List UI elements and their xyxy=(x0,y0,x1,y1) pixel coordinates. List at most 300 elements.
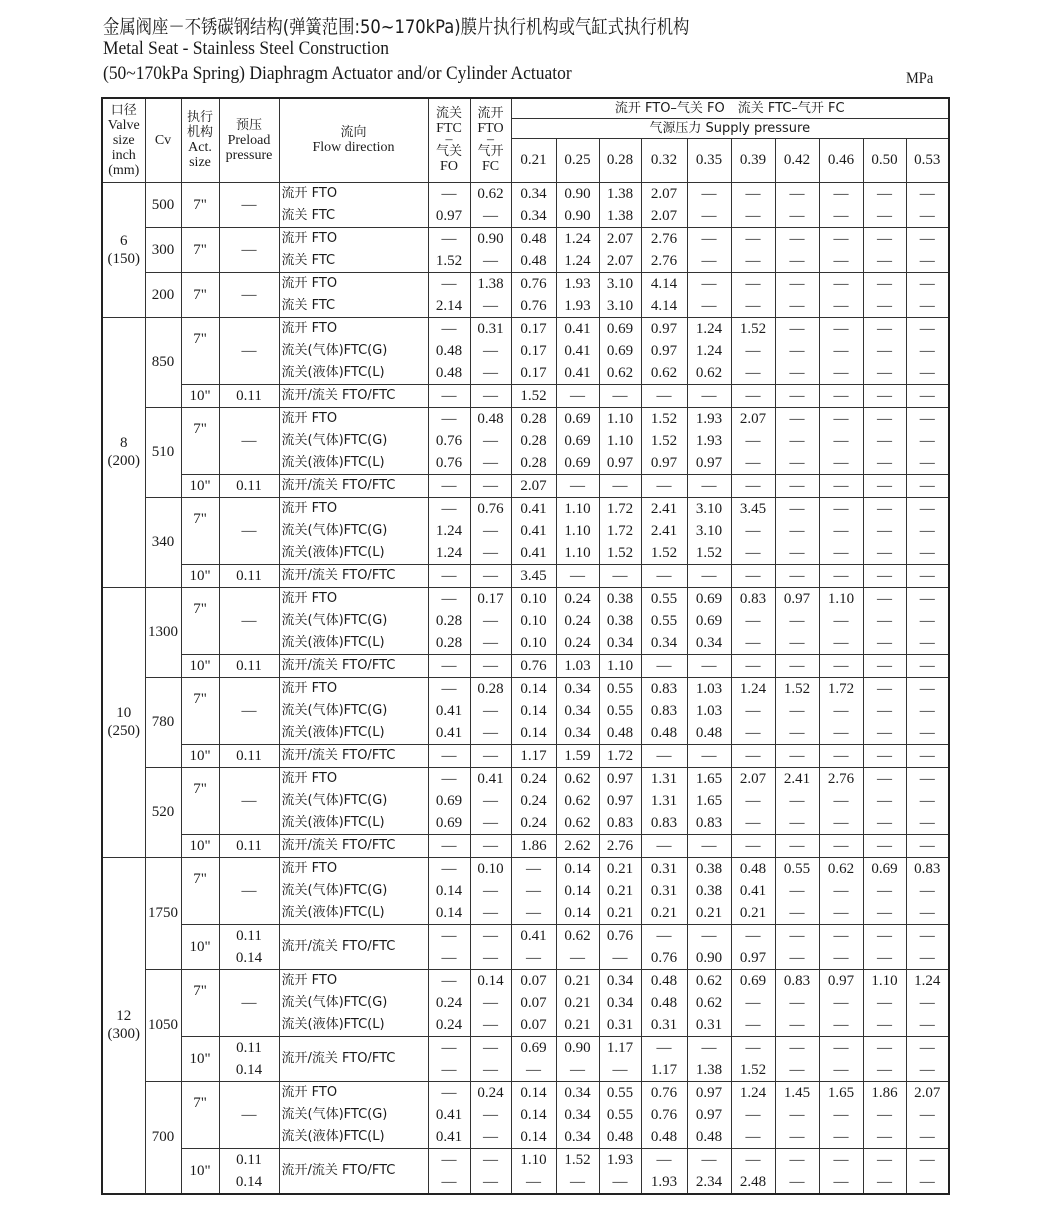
pressure-value-cell-line: 0.34 xyxy=(606,972,634,989)
ftc-fo-cell-line: 0.24 xyxy=(435,994,463,1011)
flow-direction-cell-line: 流关(气体)FTC(G) xyxy=(281,994,388,1010)
pressure-value-cell-line: — xyxy=(833,634,849,651)
pressure-value-cell-line: — xyxy=(877,364,892,381)
pressure-value-cell-line: 3.45 xyxy=(739,500,767,517)
pressure-value-cell-line: 1.72 xyxy=(827,680,855,697)
pressure-value-cell xyxy=(511,587,556,654)
pressure-value-cell xyxy=(556,497,599,564)
pressure-value-cell-line: — xyxy=(789,927,805,944)
pressure-value-cell-line: 2.07 xyxy=(739,410,767,427)
pressure-value-cell-line: — xyxy=(919,904,935,921)
flow-direction-cell-line: 流开/流关 FTO/FTC xyxy=(281,387,396,403)
pressure-value-cell xyxy=(906,924,949,969)
header-pressure-0.53: 0.53 xyxy=(906,138,949,182)
flow-direction-cell-line: 流开 FTO xyxy=(281,185,338,201)
pressure-value-cell-line: 0.31 xyxy=(650,860,678,877)
pressure-value-cell-line: — xyxy=(833,207,849,224)
cv-cell: 1750 xyxy=(145,857,181,969)
ftc-fo-cell-line: — xyxy=(441,927,457,944)
pressure-value-cell xyxy=(731,1148,775,1194)
pressure-value-cell xyxy=(599,924,641,969)
pressure-value-cell-line: — xyxy=(877,747,892,764)
act-size-cell: 10" xyxy=(181,744,219,767)
pressure-value-cell-line: — xyxy=(789,454,805,471)
pressure-value-cell xyxy=(687,497,731,564)
valve-size-cell xyxy=(102,587,145,857)
pressure-value-cell-line: 1.38 xyxy=(695,1061,723,1078)
ftc-fo-cell-line: — xyxy=(441,230,457,247)
pressure-value-cell-line: — xyxy=(789,567,805,584)
pressure-value-cell-line: — xyxy=(919,387,935,404)
table-row xyxy=(102,1148,949,1194)
pressure-value-cell xyxy=(819,182,863,227)
ftc-fo-cell xyxy=(428,564,470,587)
pressure-value-cell-line: 1.24 xyxy=(739,1084,767,1101)
pressure-value-cell-line: 1.52 xyxy=(650,544,678,561)
cv-cell: 850 xyxy=(145,317,181,407)
fto-fc-cell-line: 0.41 xyxy=(477,770,504,787)
pressure-value-cell xyxy=(641,227,687,272)
pressure-value-cell-line: — xyxy=(656,477,672,494)
pressure-value-cell-line: — xyxy=(745,1039,761,1056)
flow-direction-cell-line: 流关(气体)FTC(G) xyxy=(281,792,388,808)
pressure-value-cell-line: — xyxy=(919,1039,935,1056)
pressure-value-cell-line: — xyxy=(789,1039,805,1056)
pressure-value-cell-line: — xyxy=(656,567,672,584)
ftc-fo-cell xyxy=(428,857,470,924)
fto-fc-cell-line: 0.76 xyxy=(477,500,504,517)
pressure-value-cell-line: 0.21 xyxy=(606,904,634,921)
pressure-value-cell-line: 0.34 xyxy=(564,724,591,741)
act-size-cell: 10" xyxy=(181,834,219,857)
pressure-value-cell-line: 0.48 xyxy=(650,994,678,1011)
pressure-value-cell-line: — xyxy=(745,724,761,741)
pressure-value-cell-line: — xyxy=(877,1061,892,1078)
preload-cell xyxy=(219,1148,279,1194)
flow-direction-cell xyxy=(279,767,428,834)
pressure-value-cell-line: — xyxy=(656,837,672,854)
pressure-value-cell-line: 0.69 xyxy=(871,860,898,877)
pressure-value-cell-line: — xyxy=(789,1106,805,1123)
ftc-fo-cell xyxy=(428,384,470,407)
pressure-value-cell-line: 2.41 xyxy=(650,522,678,539)
pressure-value-cell-line: 0.41 xyxy=(520,544,547,561)
pressure-value-cell xyxy=(906,317,949,384)
pressure-value-cell-line: 0.21 xyxy=(564,1016,591,1033)
pressure-value-cell-line: — xyxy=(789,432,805,449)
pressure-value-cell xyxy=(819,1081,863,1148)
pressure-value-cell-line: — xyxy=(877,410,892,427)
pressure-value-cell xyxy=(687,924,731,969)
pressure-value-cell-line: — xyxy=(919,1173,935,1190)
pressure-value-cell xyxy=(641,587,687,654)
table-row xyxy=(102,317,949,384)
pressure-value-cell xyxy=(906,677,949,744)
pressure-value-cell xyxy=(819,1036,863,1081)
pressure-value-cell-line: — xyxy=(745,454,761,471)
flow-direction-cell-line: 流关(气体)FTC(G) xyxy=(281,702,388,718)
pressure-value-cell-line: 0.41 xyxy=(520,500,547,517)
pressure-value-cell xyxy=(775,317,819,384)
fto-fc-cell-line: — xyxy=(483,252,498,269)
pressure-value-cell xyxy=(863,474,906,497)
fto-fc-cell xyxy=(470,1036,511,1081)
pressure-value-cell-line: — xyxy=(919,680,935,697)
pressure-value-cell xyxy=(906,564,949,587)
pressure-value-cell xyxy=(511,834,556,857)
pressure-value-cell-line: — xyxy=(789,410,805,427)
pressure-value-cell-line: — xyxy=(919,612,935,629)
pressure-value-cell-line: — xyxy=(789,342,805,359)
flow-direction-cell xyxy=(279,969,428,1036)
pressure-value-cell-line: — xyxy=(833,1173,849,1190)
pressure-value-cell xyxy=(556,227,599,272)
pressure-value-cell-line: 0.24 xyxy=(520,792,547,809)
pressure-value-cell-line: 0.76 xyxy=(650,1106,678,1123)
pressure-value-cell-line: — xyxy=(656,927,672,944)
flow-direction-cell-line: 流关(液体)FTC(L) xyxy=(281,724,385,740)
fto-fc-cell-line: — xyxy=(483,882,498,899)
pressure-value-cell xyxy=(775,834,819,857)
pressure-value-cell xyxy=(863,384,906,407)
cv-cell: 1300 xyxy=(145,587,181,677)
pressure-value-cell xyxy=(599,857,641,924)
pressure-value-cell xyxy=(731,1081,775,1148)
valve-size-inch: 6 xyxy=(120,232,128,249)
supply-pressure-table xyxy=(101,97,950,1195)
pressure-value-cell xyxy=(687,1148,731,1194)
flow-direction-cell xyxy=(279,384,428,407)
pressure-value-cell xyxy=(863,654,906,677)
pressure-value-cell xyxy=(775,654,819,677)
fto-fc-cell-line: — xyxy=(483,747,498,764)
valve-size-mm: (150) xyxy=(107,250,140,267)
fto-fc-cell-line: 0.28 xyxy=(477,680,504,697)
pressure-value-cell-line: — xyxy=(833,927,849,944)
pressure-value-cell-line: — xyxy=(701,297,717,314)
preload-cell xyxy=(219,182,279,227)
pressure-value-cell-line: — xyxy=(833,1061,849,1078)
pressure-value-cell-line: 2.34 xyxy=(695,1173,723,1190)
ftc-fo-cell-line: — xyxy=(441,387,457,404)
pressure-value-cell-line: — xyxy=(526,882,541,899)
pressure-value-cell-line: 2.41 xyxy=(650,500,678,517)
pressure-value-cell xyxy=(731,1036,775,1081)
pressure-value-cell-line: 2.48 xyxy=(739,1173,767,1190)
valve-size-inch: 12 xyxy=(116,1008,132,1024)
preload-cell xyxy=(219,834,279,857)
pressure-value-cell-line: 1.17 xyxy=(520,747,547,764)
ftc-fo-cell-line: — xyxy=(441,1151,457,1168)
pressure-value-cell-line: 1.93 xyxy=(695,432,723,449)
pressure-value-cell-line: — xyxy=(833,1106,849,1123)
pressure-value-cell-line: — xyxy=(833,567,849,584)
flow-direction-cell-line: 流关(液体)FTC(L) xyxy=(281,1016,385,1032)
pressure-value-cell-line: — xyxy=(789,297,805,314)
pressure-value-cell-line: — xyxy=(877,207,892,224)
pressure-value-cell-line: 1.10 xyxy=(606,432,634,449)
pressure-value-cell xyxy=(906,497,949,564)
pressure-value-cell-line: — xyxy=(833,1039,849,1056)
ftc-fo-cell-line: — xyxy=(441,1039,457,1056)
pressure-value-cell-line: 0.28 xyxy=(520,432,547,449)
pressure-value-cell-line: — xyxy=(570,949,585,966)
pressure-value-cell xyxy=(556,744,599,767)
pressure-value-cell-line: — xyxy=(789,275,805,292)
pressure-value-cell-line: 0.97 xyxy=(783,590,811,607)
pressure-value-cell-line: 0.14 xyxy=(564,860,591,877)
pressure-value-cell-line: — xyxy=(877,252,892,269)
ftc-fo-cell-line: 0.69 xyxy=(435,814,463,831)
title-english-line2: (50~170kPa Spring) Diaphragm Actuator and/or Cylinder Actuator xyxy=(103,63,572,84)
table-row xyxy=(102,384,949,407)
pressure-value-cell-line: 0.48 xyxy=(520,230,547,247)
pressure-value-cell-line: — xyxy=(919,477,935,494)
preload-cell xyxy=(219,407,279,474)
pressure-value-cell xyxy=(906,1081,949,1148)
pressure-value-cell-line: 0.62 xyxy=(606,364,634,381)
pressure-value-cell xyxy=(819,1148,863,1194)
preload-cell xyxy=(219,474,279,497)
pressure-value-cell-line: 3.10 xyxy=(606,297,634,314)
pressure-value-cell-line: 0.62 xyxy=(564,792,591,809)
header-pressure-0.50: 0.50 xyxy=(863,138,906,182)
flow-direction-cell xyxy=(279,677,428,744)
pressure-value-cell-line: 1.17 xyxy=(650,1061,678,1078)
preload-cell-line: — xyxy=(241,286,257,303)
flow-direction-cell-line: 流关(液体)FTC(L) xyxy=(281,634,385,650)
pressure-value-cell xyxy=(731,317,775,384)
pressure-value-cell-line: 0.55 xyxy=(650,590,678,607)
preload-cell xyxy=(219,497,279,564)
pressure-value-cell-line: — xyxy=(833,949,849,966)
valve-size-cell xyxy=(102,317,145,587)
fto-fc-cell xyxy=(470,969,511,1036)
pressure-value-cell xyxy=(819,677,863,744)
cv-cell: 700 xyxy=(145,1081,181,1194)
pressure-value-cell-line: — xyxy=(789,1061,805,1078)
pressure-value-cell-line: 0.90 xyxy=(564,1039,591,1056)
ftc-fo-cell-line: 0.28 xyxy=(435,612,463,629)
pressure-value-cell-line: 1.52 xyxy=(650,410,678,427)
pressure-value-cell-line: — xyxy=(656,387,672,404)
pressure-value-cell-line: — xyxy=(745,185,761,202)
pressure-value-cell-line: — xyxy=(526,1173,541,1190)
pressure-value-cell-line: 1.24 xyxy=(564,230,591,247)
pressure-value-cell xyxy=(819,407,863,474)
pressure-value-cell xyxy=(599,744,641,767)
pressure-value-cell-line: — xyxy=(919,747,935,764)
pressure-value-cell-line: — xyxy=(877,1039,892,1056)
fto-fc-cell-line: 0.62 xyxy=(477,185,504,202)
pressure-value-cell-line: 0.97 xyxy=(650,454,678,471)
pressure-value-cell-line: 0.17 xyxy=(520,320,547,337)
pressure-value-cell xyxy=(641,182,687,227)
ftc-fo-cell-line: 1.24 xyxy=(435,544,463,561)
pressure-value-cell-line: — xyxy=(833,454,849,471)
act-size-cell: 10" xyxy=(181,384,219,407)
unit-label: MPa xyxy=(906,70,934,87)
pressure-value-cell-line: 1.24 xyxy=(695,320,723,337)
pressure-value-cell xyxy=(511,272,556,317)
pressure-value-cell-line: — xyxy=(919,320,935,337)
pressure-value-cell-line: — xyxy=(789,522,805,539)
pressure-value-cell xyxy=(775,564,819,587)
pressure-value-cell xyxy=(599,1036,641,1081)
header-pressure-0.25: 0.25 xyxy=(556,138,599,182)
header-pressure-0.28: 0.28 xyxy=(599,138,641,182)
pressure-value-cell-line: 0.21 xyxy=(739,904,767,921)
preload-cell xyxy=(219,654,279,677)
pressure-value-cell xyxy=(599,474,641,497)
pressure-value-cell-line: — xyxy=(919,567,935,584)
pressure-value-cell-line: — xyxy=(833,275,849,292)
pressure-value-cell xyxy=(731,924,775,969)
pressure-value-cell xyxy=(863,834,906,857)
pressure-value-cell-line: 0.69 xyxy=(520,1039,547,1056)
pressure-value-cell-line: 0.69 xyxy=(695,612,723,629)
pressure-value-cell xyxy=(687,587,731,654)
act-size-cell: 7" xyxy=(181,767,219,834)
preload-cell-line: 0.11 xyxy=(236,387,262,404)
pressure-value-cell-line: — xyxy=(877,320,892,337)
pressure-value-cell-line: — xyxy=(745,814,761,831)
pressure-value-cell xyxy=(819,227,863,272)
pressure-value-cell-line: — xyxy=(919,814,935,831)
ftc-fo-cell-line: — xyxy=(441,320,457,337)
pressure-value-cell-line: — xyxy=(745,634,761,651)
pressure-value-cell xyxy=(511,182,556,227)
valve-size-inch: 8 xyxy=(120,435,128,451)
flow-direction-cell-line: 流开/流关 FTO/FTC xyxy=(281,477,396,493)
flow-direction-cell-line: 流关 FTC xyxy=(281,252,336,268)
pressure-value-cell-line: — xyxy=(612,567,628,584)
pressure-value-cell-line: — xyxy=(745,297,761,314)
act-size-cell: 10" xyxy=(181,1148,219,1194)
header-pressure-0.39: 0.39 xyxy=(731,138,775,182)
pressure-value-cell xyxy=(556,857,599,924)
pressure-value-cell-line: 0.21 xyxy=(695,904,723,921)
pressure-value-cell-line: 0.69 xyxy=(564,410,591,427)
ftc-fo-cell-line: — xyxy=(441,770,457,787)
flow-direction-cell xyxy=(279,474,428,497)
pressure-value-cell-line: 1.93 xyxy=(606,1151,634,1168)
fto-fc-cell xyxy=(470,384,511,407)
pressure-value-cell-line: — xyxy=(877,1106,892,1123)
pressure-value-cell-line: — xyxy=(919,1016,935,1033)
pressure-value-cell xyxy=(556,1148,599,1194)
pressure-value-cell xyxy=(599,227,641,272)
pressure-value-cell-line: 1.65 xyxy=(827,1084,855,1101)
pressure-value-cell-line: 0.48 xyxy=(650,724,678,741)
pressure-value-cell-line: 1.52 xyxy=(606,544,634,561)
pressure-value-cell xyxy=(599,497,641,564)
pressure-value-cell xyxy=(731,182,775,227)
pressure-value-cell-line: 1.72 xyxy=(606,747,634,764)
fto-fc-cell xyxy=(470,1148,511,1194)
pressure-value-cell-line: 0.55 xyxy=(606,1106,634,1123)
pressure-value-cell-line: — xyxy=(919,1061,935,1078)
pressure-value-cell-line: — xyxy=(745,927,761,944)
pressure-value-cell xyxy=(641,1036,687,1081)
pressure-value-cell-line: — xyxy=(789,185,805,202)
flow-direction-cell-line: 流关(液体)FTC(L) xyxy=(281,814,385,830)
pressure-value-cell xyxy=(641,384,687,407)
flow-direction-cell-line: 流开 FTO xyxy=(281,770,338,786)
ftc-fo-cell-line: — xyxy=(441,1061,457,1078)
flow-direction-cell-line: 流开 FTO xyxy=(281,860,338,876)
pressure-value-cell-line: 1.38 xyxy=(606,185,634,202)
pressure-value-cell-line: — xyxy=(833,544,849,561)
pressure-value-cell-line: — xyxy=(833,747,849,764)
pressure-value-cell-line: — xyxy=(745,477,761,494)
flow-direction-cell-line: 流开 FTO xyxy=(281,275,338,291)
pressure-value-cell-line: 1.10 xyxy=(564,544,591,561)
pressure-value-cell-line: 1.17 xyxy=(606,1039,634,1056)
pressure-value-cell-line: — xyxy=(789,837,805,854)
header-pressure-0.46: 0.46 xyxy=(819,138,863,182)
fto-fc-cell-line: — xyxy=(483,1151,498,1168)
pressure-value-cell-line: — xyxy=(701,747,717,764)
pressure-value-cell-line: 4.14 xyxy=(650,275,678,292)
pressure-value-cell-line: — xyxy=(701,275,717,292)
pressure-value-cell-line: 0.24 xyxy=(564,612,591,629)
fto-fc-cell xyxy=(470,227,511,272)
fto-fc-cell xyxy=(470,587,511,654)
pressure-value-cell-line: — xyxy=(701,252,717,269)
pressure-value-cell-line: 0.97 xyxy=(827,972,855,989)
fto-fc-cell-line: — xyxy=(483,522,498,539)
pressure-value-cell-line: — xyxy=(701,927,717,944)
flow-direction-cell xyxy=(279,407,428,474)
pressure-value-cell-line: — xyxy=(833,792,849,809)
pressure-value-cell-line: 0.14 xyxy=(520,1084,547,1101)
pressure-value-cell-line: — xyxy=(789,702,805,719)
pressure-value-cell-line: — xyxy=(745,837,761,854)
pressure-value-cell-line: — xyxy=(877,837,892,854)
pressure-value-cell-line: — xyxy=(789,544,805,561)
pressure-value-cell-line: — xyxy=(877,1151,892,1168)
flow-direction-cell xyxy=(279,182,428,227)
pressure-value-cell xyxy=(863,857,906,924)
pressure-value-cell-line: — xyxy=(833,994,849,1011)
ftc-fo-cell xyxy=(428,317,470,384)
table-row xyxy=(102,654,949,677)
pressure-value-cell xyxy=(906,857,949,924)
fto-fc-cell-line: — xyxy=(483,657,498,674)
pressure-value-cell-line: — xyxy=(833,342,849,359)
pressure-value-cell xyxy=(775,1148,819,1194)
pressure-value-cell xyxy=(511,969,556,1036)
pressure-value-cell-line: 0.97 xyxy=(650,320,678,337)
pressure-value-cell xyxy=(511,1148,556,1194)
pressure-value-cell-line: — xyxy=(919,724,935,741)
pressure-value-cell-line: — xyxy=(701,657,717,674)
pressure-value-cell-line: 1.45 xyxy=(783,1084,811,1101)
pressure-value-cell-line: — xyxy=(656,657,672,674)
pressure-value-cell xyxy=(599,834,641,857)
pressure-value-cell-line: — xyxy=(701,1039,717,1056)
pressure-value-cell-line: 3.45 xyxy=(520,567,547,584)
pressure-value-cell xyxy=(641,407,687,474)
valve-size-cell xyxy=(102,182,145,317)
fto-fc-cell-line: 0.14 xyxy=(477,972,504,989)
act-size-cell: 7" xyxy=(181,677,219,744)
ftc-fo-cell xyxy=(428,227,470,272)
pressure-value-cell-line: — xyxy=(789,994,805,1011)
ftc-fo-cell-line: — xyxy=(441,747,457,764)
fto-fc-cell-line: — xyxy=(483,792,498,809)
